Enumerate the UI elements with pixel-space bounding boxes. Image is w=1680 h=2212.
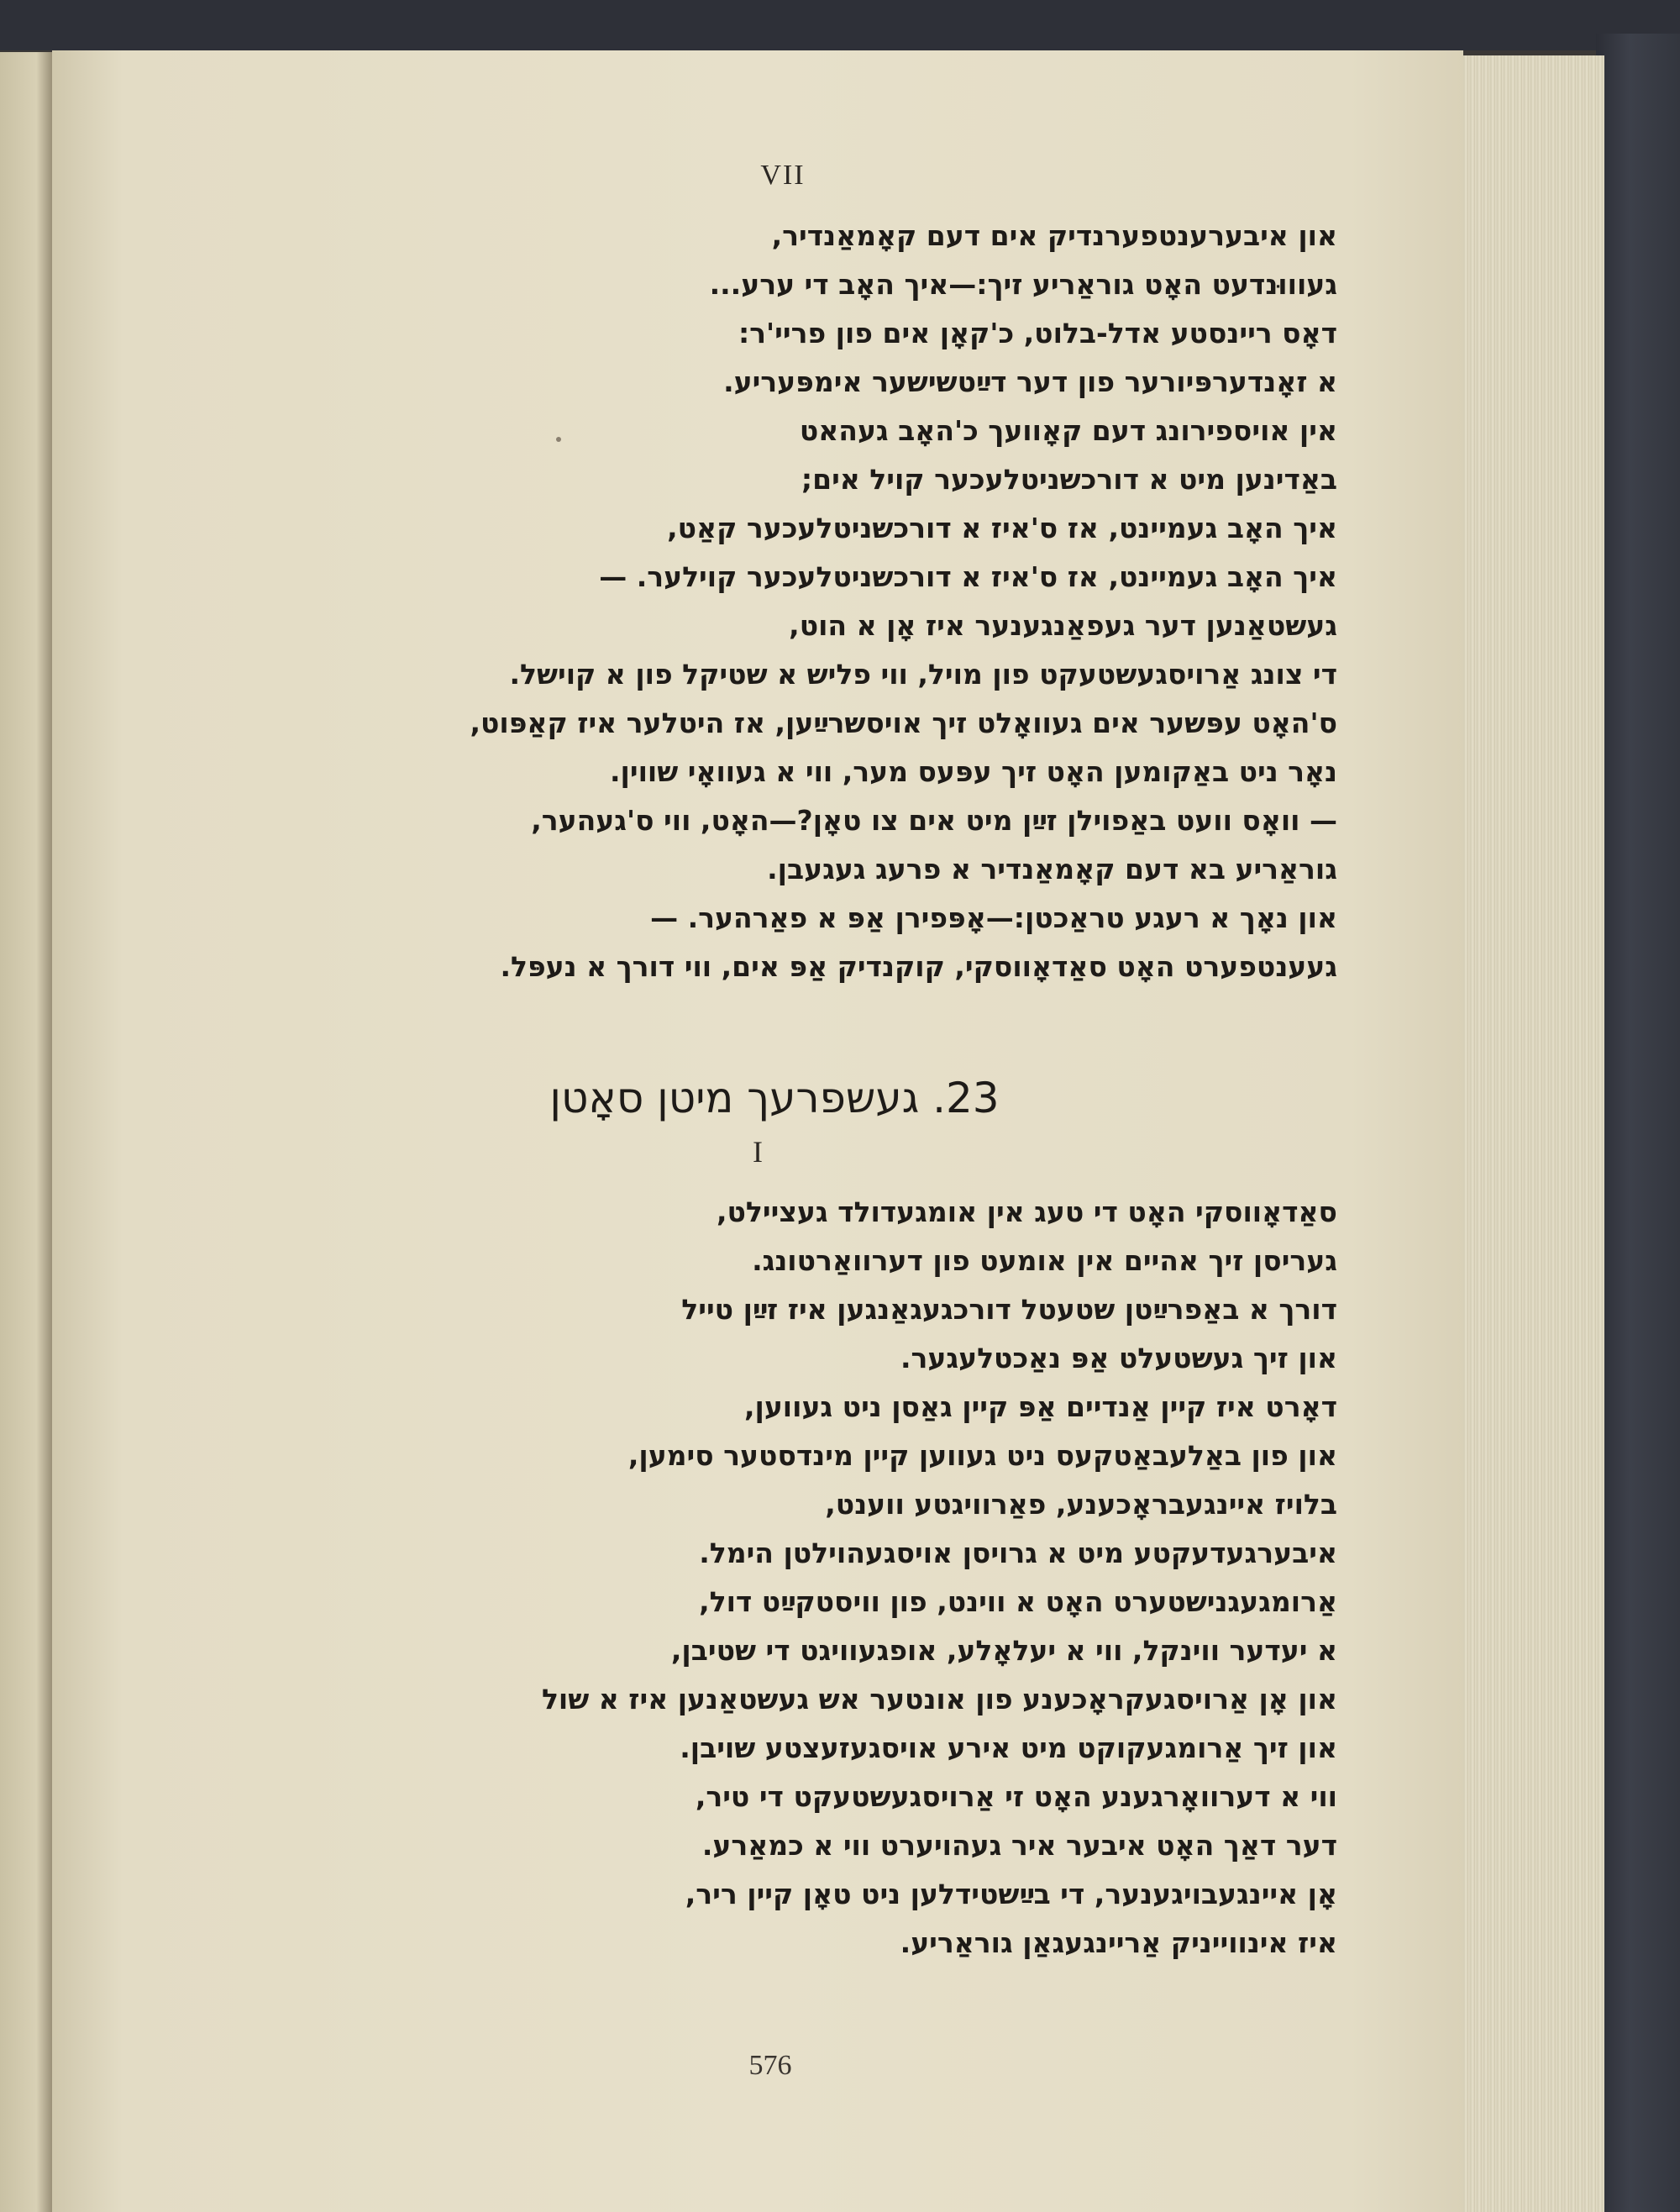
verse-line: געענטפערט האָט סאַדאָווסקי, קוקנדיק אַפּ אים, ווי דורך א נעפּל. <box>500 950 1337 983</box>
verse-line: איך האָב געמיינט, אז ס'איז א דורכשניטלעכער קוילער. — <box>599 560 1337 593</box>
verse-line: און זיך געשטעלט אַפּ נאַכטלעגער. <box>900 1342 1337 1374</box>
verse-line: גוראַריע בא דעם קאָמאַנדיר א פרעג געגעבן. <box>767 853 1337 885</box>
verse-line: איז אינווייניק אַריינגעגאַן גוראַריע. <box>900 1926 1337 1959</box>
verse-line: געשטאַנען דער געפאַנגענער איז אָן א הוט, <box>789 609 1337 642</box>
page-number: 576 <box>748 2050 792 2081</box>
verse-line: געריסן זיך אהיים אין אומעט פון דערוואַרטונג. <box>752 1244 1337 1277</box>
verse-line: נאָר ניט באַקומען האָט זיך עפּעס מער, ווי א געוואָי שווין. <box>609 755 1337 788</box>
running-header-numeral: VII <box>760 160 806 191</box>
verse-line: א זאָנדערפּיורער פון דער דײַטשישער אימפּעריע. <box>723 365 1337 398</box>
poem-stanza-lower <box>228 1188 1337 1968</box>
book-page <box>52 50 1463 2212</box>
verse-line: א יעדער ווינקל, ווי א יעלאָלע, אופגעוויגט די שטיבן, <box>670 1634 1337 1667</box>
verse-line: סאַדאָווסקי האָט די טעג אין אומגעדולד געציילט, <box>716 1195 1337 1228</box>
book-cover-top <box>0 0 1680 50</box>
verse-line: באַדינען מיט א דורכשניטלעכער קויל אים; <box>801 463 1337 496</box>
poem-stanza-upper <box>228 212 1337 991</box>
verse-line: איך האָב געמיינט, אז ס'איז א דורכשניטלעכער קאַט, <box>667 512 1337 544</box>
verse-line: אָן איינגעבויגענער, די בײַשטידלען ניט טאָן קיין ריר, <box>685 1878 1337 1910</box>
verse-line: געוווּנדעט האָט גוראַריע זיך:—איך האָב די ערע... <box>709 268 1337 301</box>
verse-line: דער דאַך האָט איבער איר געהויערט ווי א כמאַרע. <box>701 1829 1337 1862</box>
verse-line: און אָן אַרויסגעקראָכענע פון אונטער אש געשטאַנען איז א שול <box>541 1683 1337 1715</box>
verse-line: — וואָס וועט באַפוילן זײַן מיט אים צו טאָן?—האָט, ווי ס'געהער, <box>531 804 1337 837</box>
verse-line: דאָרט איז קיין אַנדיים אַפּ קיין גאַסן ניט געווען, <box>743 1390 1337 1423</box>
left-page-edge <box>0 52 52 2212</box>
verse-line: ס'האָט עפּשער אים געוואָלט זיך אויסשרײַען, אז היטלער איז קאַפּוט, <box>470 707 1337 739</box>
verse-line: דאָס ריינסטע אדל-בלוט, כ'קאָן אים פון פריי'ר: <box>738 317 1337 349</box>
verse-line: אַרומגעגנישטערט האָט א ווינט, פון וויסטקײַט דול, <box>699 1585 1337 1618</box>
verse-line: דורך א באַפרײַטן שטעטל דורכגעגאַנגען איז זײַן טייל <box>681 1293 1337 1326</box>
verse-line: און זיך אַרומגעקוקט מיט אירע אויסגעזעצטע שויבן. <box>680 1731 1337 1764</box>
book-cover-right <box>1596 34 1680 2212</box>
verse-line: און איבערענטפערנדיק אים דעם קאָמאַנדיר, <box>771 219 1337 252</box>
section-title: 23. געשפרעך מיטן סאָטן <box>549 1074 1000 1122</box>
verse-line: אין אויספירונג דעם קאָוועך כ'האָב געהאט <box>799 414 1337 447</box>
verse-line: איבערגעדעקטע מיט א גרויסן אויסגעהוילטן הימל. <box>699 1537 1337 1569</box>
paper-spot <box>556 437 561 442</box>
verse-line: ווי א דערוואָרגענע האָט זי אַרויסגעשטעקט די טיר, <box>695 1780 1337 1813</box>
verse-line: בלויז איינגעבראָכענע, פאַרוויגטע ווענט, <box>825 1488 1337 1521</box>
section-part-numeral: I <box>753 1135 763 1169</box>
verse-line: און נאָך א רעגע טראַכטן:—אָפּפירן אַפּ א פאַרהער. — <box>650 901 1337 934</box>
verse-line: די צונג אַרויסגעשטעקט פון מויל, ווי פליש א שטיקל פון א קוישל. <box>509 658 1337 691</box>
verse-line: און פון באַלעבאַטקעס ניט געווען קיין מינדסטער סימען, <box>627 1439 1337 1472</box>
